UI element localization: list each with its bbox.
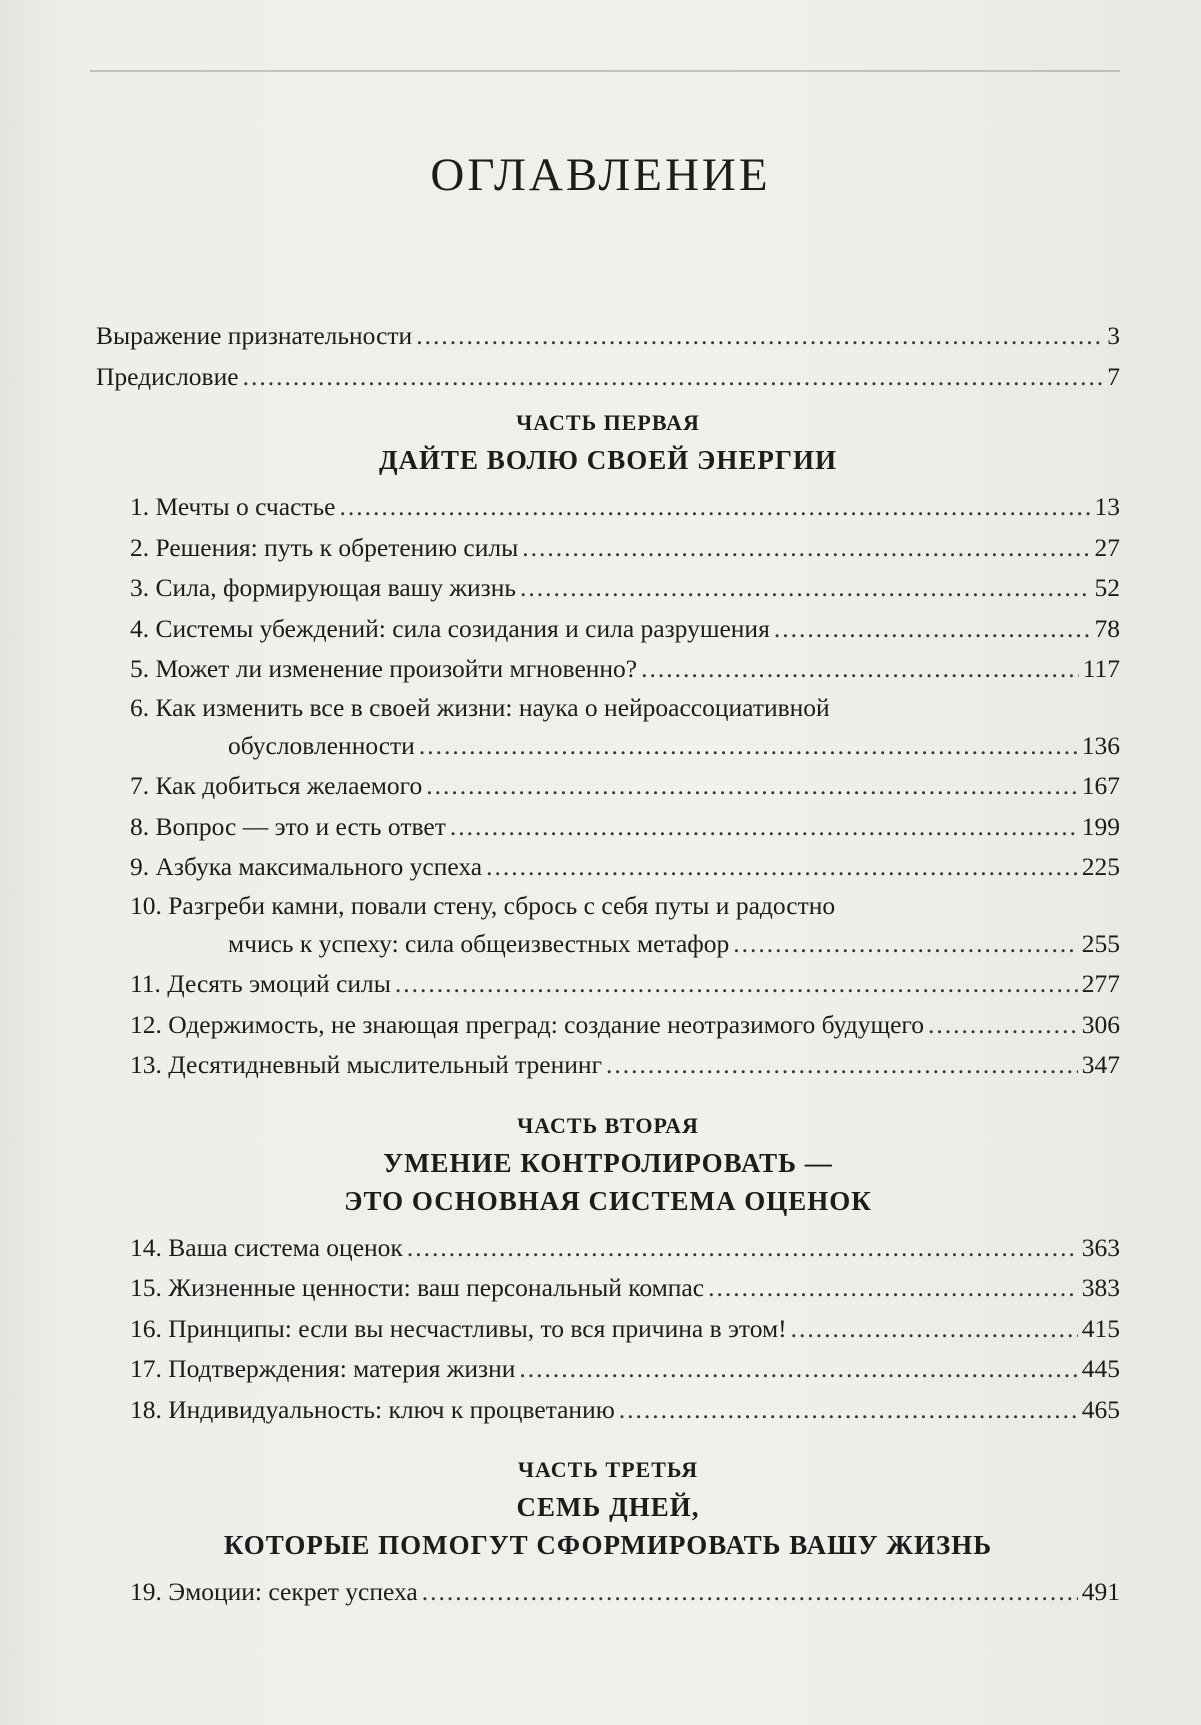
parts-container [96, 405, 1120, 1613]
entry-title: 11. Десять эмоций силы [130, 969, 391, 998]
toc-entry [96, 316, 1120, 357]
toc-entry [96, 726, 1120, 767]
dot-leader [733, 924, 1077, 965]
toc-entry [96, 357, 1120, 398]
toc-entry [96, 609, 1120, 650]
entry-title: 3. Сила, формирующая вашу жизнь [130, 573, 517, 602]
toc-entry [96, 964, 1120, 1005]
toc-entry [96, 1045, 1120, 1086]
toc-entry [96, 528, 1120, 569]
part-title: ЭТО ОСНОВНАЯ СИСТЕМА ОЦЕНОК [344, 1185, 872, 1216]
spacer [96, 1220, 1120, 1228]
dot-leader [416, 316, 1103, 357]
toc-entry [96, 1228, 1120, 1269]
bleed-through-header [90, 40, 1120, 72]
part-title: УМЕНИЕ КОНТРОЛИРОВАТЬ — [383, 1147, 833, 1178]
entry-page-number: 13 [1094, 492, 1120, 521]
entry-page-number: 167 [1081, 771, 1120, 800]
dot-leader [641, 649, 1079, 690]
entry-title: 19. Эмоции: секрет успеха [130, 1577, 418, 1606]
entry-title: 4. Системы убеждений: сила созидания и сила разрушения [130, 613, 770, 643]
entry-page-number: 363 [1081, 1232, 1120, 1262]
dot-leader [426, 766, 1078, 807]
toc-entry [96, 487, 1120, 528]
entry-title: 9. Азбука максимального успеха [130, 852, 483, 881]
entry-title: 6. Как изменить все в своей жизни: наука о нейроассоциативной [130, 692, 830, 722]
dot-leader [708, 1268, 1078, 1309]
entry-title: 5. Может ли изменение произойти мгновенно? [130, 654, 638, 683]
entry-title-continued: мчись к успеху: сила общеизвестных метафор [228, 928, 730, 958]
entry-page-number: 347 [1081, 1050, 1120, 1079]
entry-title: 8. Вопрос — это и есть ответ [130, 811, 446, 841]
part-label: ЧАСТЬ ТРЕТЬЯ [517, 1457, 699, 1482]
entry-page-number: 27 [1094, 532, 1120, 562]
entry-title: 15. Жизненные ценности: ваш персональный компас [130, 1273, 705, 1302]
entry-title: 13. Десятидневный мыслительный тренинг [130, 1050, 603, 1079]
toc-entry [96, 1390, 1120, 1431]
entry-page-number: 306 [1081, 1009, 1120, 1039]
entry-title: 1. Мечты о счастье [130, 492, 336, 521]
entry-page-number: 78 [1094, 613, 1120, 643]
part-title: ДАЙТЕ ВОЛЮ СВОЕЙ ЭНЕРГИИ [378, 445, 838, 475]
toc-entry [96, 568, 1120, 609]
part-section [96, 1086, 1120, 1431]
front-matter [96, 316, 1120, 397]
toc-entry-line [96, 888, 1120, 924]
toc-entry [96, 924, 1120, 965]
entry-title: 7. Как добиться желаемого [130, 771, 423, 800]
spacer [96, 1564, 1120, 1572]
part-section [96, 1430, 1120, 1613]
dot-leader [407, 1228, 1078, 1269]
dot-leader [774, 609, 1091, 650]
dot-leader [450, 807, 1078, 848]
dot-leader [419, 726, 1078, 767]
dot-leader [422, 1572, 1078, 1613]
toc-entry [96, 847, 1120, 888]
spacer [96, 1430, 1120, 1444]
dot-leader [339, 487, 1090, 528]
dot-leader [606, 1045, 1078, 1086]
entry-page-number: 7 [1107, 361, 1120, 391]
entry-title: 14. Ваша система оценок [130, 1232, 403, 1262]
part-section [96, 405, 1120, 1086]
dot-leader [522, 528, 1090, 569]
spacer [96, 1086, 1120, 1100]
entry-page-number: 3 [1107, 321, 1120, 350]
dot-leader [395, 964, 1078, 1005]
entry-title: 10. Разгреби камни, повали стену, сбрось с себя путы и радостно [130, 890, 836, 920]
dot-leader [520, 568, 1090, 609]
entry-page-number: 383 [1081, 1273, 1120, 1302]
part-label: ЧАСТЬ ВТОРАЯ [517, 1112, 699, 1138]
entry-page-number: 136 [1081, 730, 1120, 760]
entry-page-number: 445 [1081, 1354, 1120, 1383]
toc-entry [96, 1349, 1120, 1390]
spacer [96, 479, 1120, 487]
entry-title: 18. Индивидуальность: ключ к процветанию [130, 1394, 615, 1424]
table-of-contents [96, 316, 1120, 1613]
dot-leader [486, 847, 1078, 888]
toc-entry [96, 1309, 1120, 1350]
entry-page-number: 199 [1081, 811, 1120, 841]
toc-entry [96, 649, 1120, 690]
dot-leader [243, 357, 1104, 398]
toc-entry [96, 807, 1120, 848]
dot-leader [619, 1390, 1078, 1431]
entry-page-number: 491 [1081, 1577, 1120, 1606]
entry-page-number: 277 [1081, 969, 1120, 998]
toc-entry [96, 1572, 1120, 1613]
entry-title-continued: обусловленности [228, 730, 415, 760]
page-title: ОГЛАВЛЕНИЕ [430, 149, 771, 201]
part-title: КОТОРЫЕ ПОМОГУТ СФОРМИРОВАТЬ ВАШУ ЖИЗНЬ [223, 1530, 993, 1560]
toc-entry-line [96, 690, 1120, 726]
entry-title: 2. Решения: путь к обретению силы [130, 532, 519, 562]
entry-page-number: 255 [1081, 928, 1120, 958]
entry-title: 16. Принципы: если вы несчастливы, то вся причина в этом! [130, 1313, 787, 1343]
toc-entry [96, 1268, 1120, 1309]
toc-entry [96, 766, 1120, 807]
entry-title: 17. Подтверждения: материя жизни [130, 1354, 516, 1383]
dot-leader [928, 1005, 1078, 1046]
entry-page-number: 52 [1094, 573, 1120, 602]
entry-title: Выражение признательности [96, 321, 413, 350]
entry-page-number: 117 [1082, 654, 1120, 683]
dot-leader [791, 1309, 1078, 1350]
entry-page-number: 225 [1081, 852, 1120, 881]
entry-title: Предисловие [96, 361, 239, 391]
dot-leader [519, 1349, 1077, 1390]
part-label: ЧАСТЬ ПЕРВАЯ [516, 410, 700, 435]
entry-page-number: 415 [1081, 1313, 1120, 1343]
toc-entry [96, 1005, 1120, 1046]
part-title: СЕМЬ ДНЕЙ, [516, 1492, 700, 1522]
entry-page-number: 465 [1081, 1394, 1120, 1424]
entry-title: 12. Одержимость, не знающая преград: создание неотразимого будущего [130, 1009, 924, 1039]
